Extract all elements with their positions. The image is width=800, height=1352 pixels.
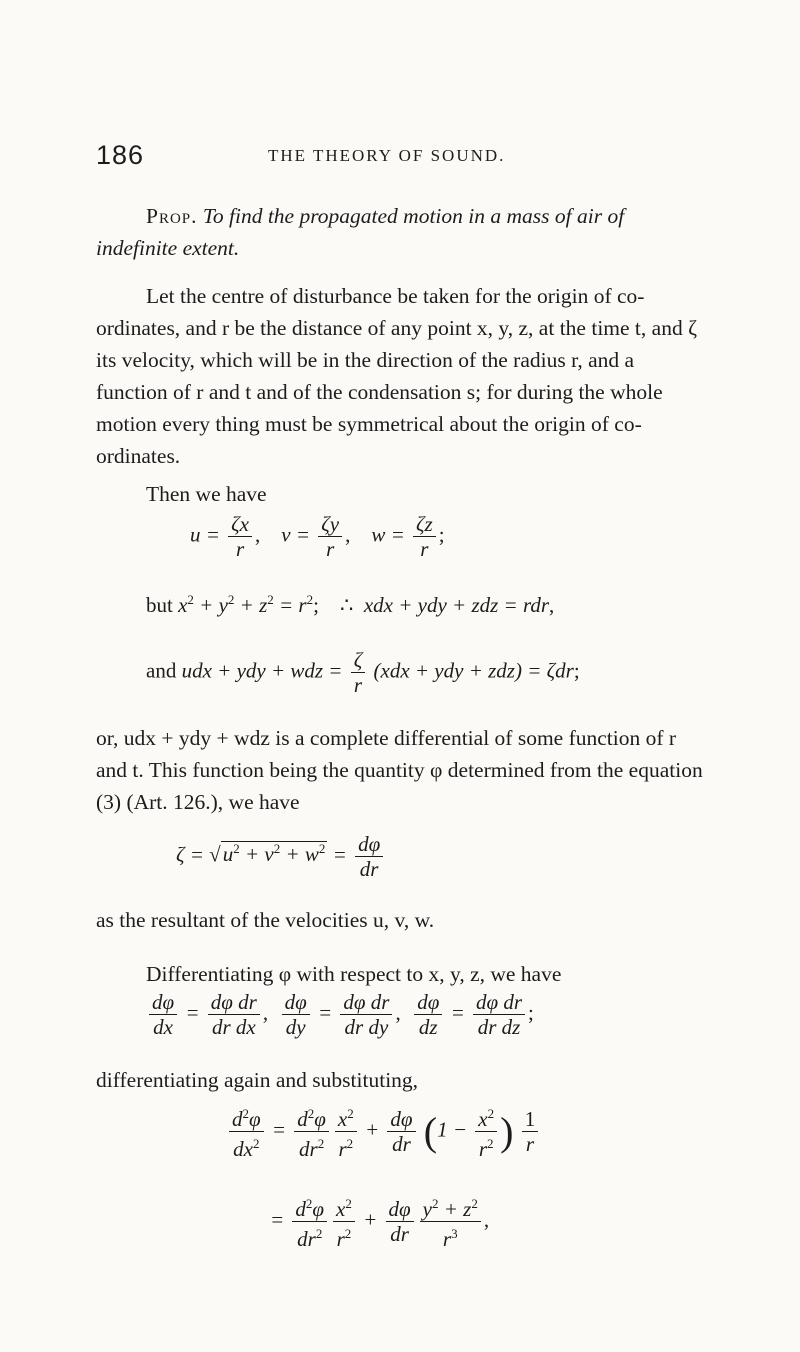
paragraph-5: Differentiating φ with respect to x, y, z, we have: [146, 962, 562, 986]
second-derivative-equation-2: = $\frac{d^2\varphi}{dr^2}$ $\frac{x^2}{r^2}$ + $\frac{d\varphi}{dr}$ $\frac{y^2 + z^2}{r^3}$ ,: [270, 1192, 489, 1251]
second-derivative-equation-1: $\frac{d^2\varphi}{dx^2}$ = $\frac{d^2\varphi}{dr^2}$ $\frac{x^2}{r^2}$ + $\frac{d\varphi}{dr}$ (1 − $\frac{x^2}{r^2}$ ) $\frac{1}{r}$: [226, 1102, 541, 1161]
prop-title: To find the propagated motion in a mass of air of indefinite extent.: [96, 204, 625, 260]
paragraph-3: or, udx + ydy + wdz is a complete differential of some function of r and t. This function being the quantity φ determined from the equation (3) (Art. 126.), we have: [96, 726, 703, 814]
differential-equation: and udx + ydy + wdz = $\frac{\zeta}{r}$ (xdx + ydy + zdz) = ζdr;: [146, 648, 580, 697]
paragraph-6: differentiating again and substituting,: [96, 1068, 419, 1092]
proposition: [96, 200, 706, 264]
running-title: THE THEORY OF SOUND.: [268, 146, 506, 165]
first-derivatives-equation: $\frac{d\varphi}{dx}$ = $\frac{\text{dφ dr}}{\text{dr dx}}$ , $\frac{d\varphi}{dy}$ = $\frac{\text{dφ dr}}{\text{dr dy}}$ , $\frac{d\varphi}{dz}$ = $\frac{\text{dφ dr}}{\text{dr dz}}$ ;: [146, 990, 534, 1039]
page-number: 186: [96, 140, 145, 170]
resultant-equation: $\zeta = √u^2 + v^2 + w^2$ = $\frac{d\varphi}{dr}$: [176, 832, 386, 881]
velocity-components-equation: u = $\frac{\zeta x}{r}$ , v = $\frac{\zeta y}{r}$ , w = $\frac{\zeta z}{r}$ ;: [190, 512, 445, 561]
page-header: [96, 140, 716, 174]
paragraph-2: Then we have: [146, 482, 267, 506]
radius-equation: but $x^2 + y^2 + z^2 = r^2$; ∴ xdx + ydy + zdz = rdr,: [146, 592, 555, 617]
paragraph-4: as the resultant of the velocities u, v, w.: [96, 908, 435, 932]
prop-label: Prop.: [146, 204, 198, 228]
paragraph-1: Let the centre of disturbance be taken for the origin of co-ordinates, and r be the distance of any point x, y, z, at the time t, and ζ its velocity, which will be in the direction of the radius r, and a function of r and t and of the condensation s; for during the whole motion every thing must be symmetrical about the origin of co-ordinates.: [96, 284, 697, 468]
